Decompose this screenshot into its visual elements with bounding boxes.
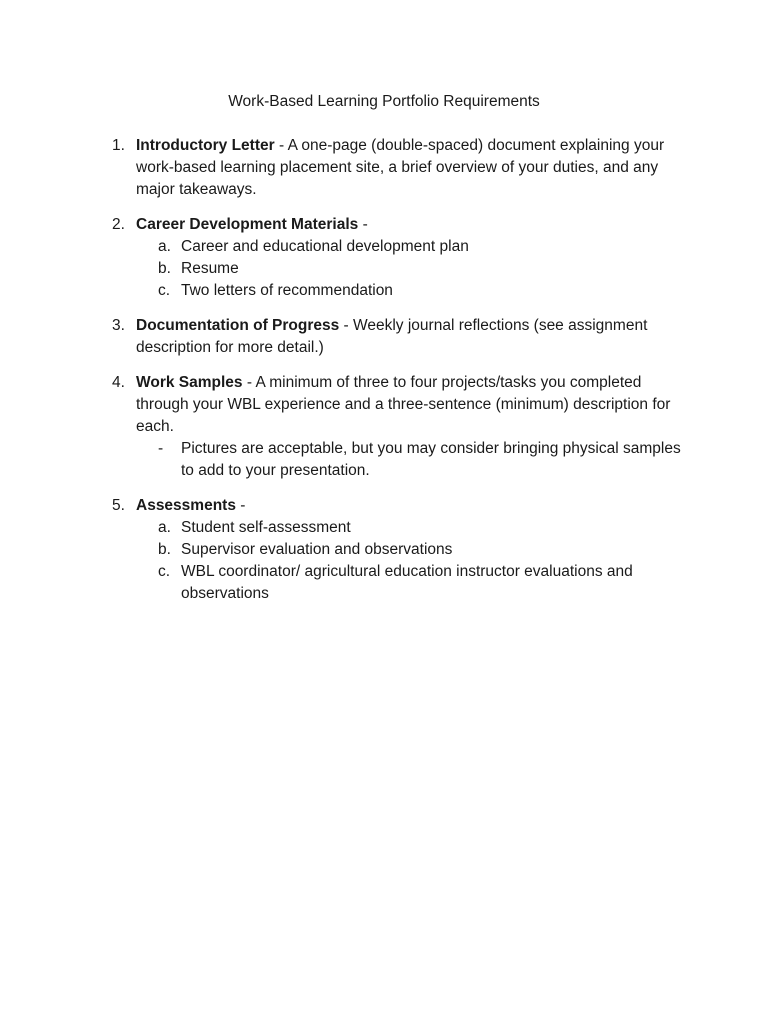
item-text: -: [358, 216, 368, 233]
item-body: [136, 135, 684, 201]
item-number: 4.: [112, 374, 125, 391]
document-title: Work-Based Learning Portfolio Requirements: [228, 93, 540, 110]
sub-item-text: Resume: [181, 260, 239, 277]
requirement-item: [104, 372, 684, 482]
requirement-item: [104, 214, 684, 302]
sub-item-text: Two letters of recommendation: [181, 282, 393, 299]
item-text: - A one-page (double-spaced) document explaining your work-based learning placement site, a brief overview of your duties, and any major takeaways.: [136, 137, 665, 198]
sub-item: [136, 280, 684, 302]
sub-list: [136, 438, 684, 482]
sub-marker: b.: [158, 541, 171, 558]
requirements-list: [104, 135, 684, 618]
item-heading: Career Development Materials: [136, 216, 359, 233]
item-heading: Assessments: [136, 497, 236, 514]
sub-marker: -: [158, 440, 164, 457]
item-heading: Work Samples: [136, 374, 243, 391]
item-text: - Weekly journal reflections (see assignment description for more detail.): [136, 317, 648, 356]
item-number: 2.: [112, 216, 125, 233]
sub-item-text: Pictures are acceptable, but you may consider bringing physical samples to add to your presentation.: [181, 440, 681, 479]
item-body: [136, 372, 684, 438]
sub-marker: a.: [158, 519, 171, 536]
item-number: 5.: [112, 497, 125, 514]
sub-item-text: Student self-assessment: [181, 519, 351, 536]
sub-marker: b.: [158, 260, 171, 277]
sub-list: [136, 517, 684, 605]
sub-marker: c.: [158, 563, 171, 580]
sub-marker: a.: [158, 238, 171, 255]
sub-item: [136, 258, 684, 280]
item-text: -: [235, 497, 246, 514]
item-body: [136, 315, 684, 359]
item-body: [136, 214, 684, 236]
item-text: - A minimum of three to four projects/tasks you completed through your WBL experience and a three-sentence (minimum) description for each.: [136, 374, 671, 435]
sub-item: [136, 438, 684, 482]
sub-item-text: WBL coordinator/ agricultural education instructor evaluations and observations: [181, 563, 633, 602]
item-number: 3.: [112, 317, 125, 334]
item-body: [136, 495, 684, 517]
item-heading: Documentation of Progress: [136, 317, 340, 334]
sub-item: [136, 539, 684, 561]
sub-marker: c.: [158, 282, 171, 299]
sub-list: [136, 236, 684, 302]
requirement-item: [104, 315, 684, 359]
item-heading: Introductory Letter: [136, 137, 275, 154]
sub-item: [136, 561, 684, 605]
sub-item: [136, 517, 684, 539]
requirement-item: [104, 495, 684, 605]
requirement-item: [104, 135, 684, 201]
item-number: 1.: [112, 137, 125, 154]
sub-item-text: Supervisor evaluation and observations: [181, 541, 453, 558]
sub-item: [136, 236, 684, 258]
sub-item-text: Career and educational development plan: [181, 238, 469, 255]
